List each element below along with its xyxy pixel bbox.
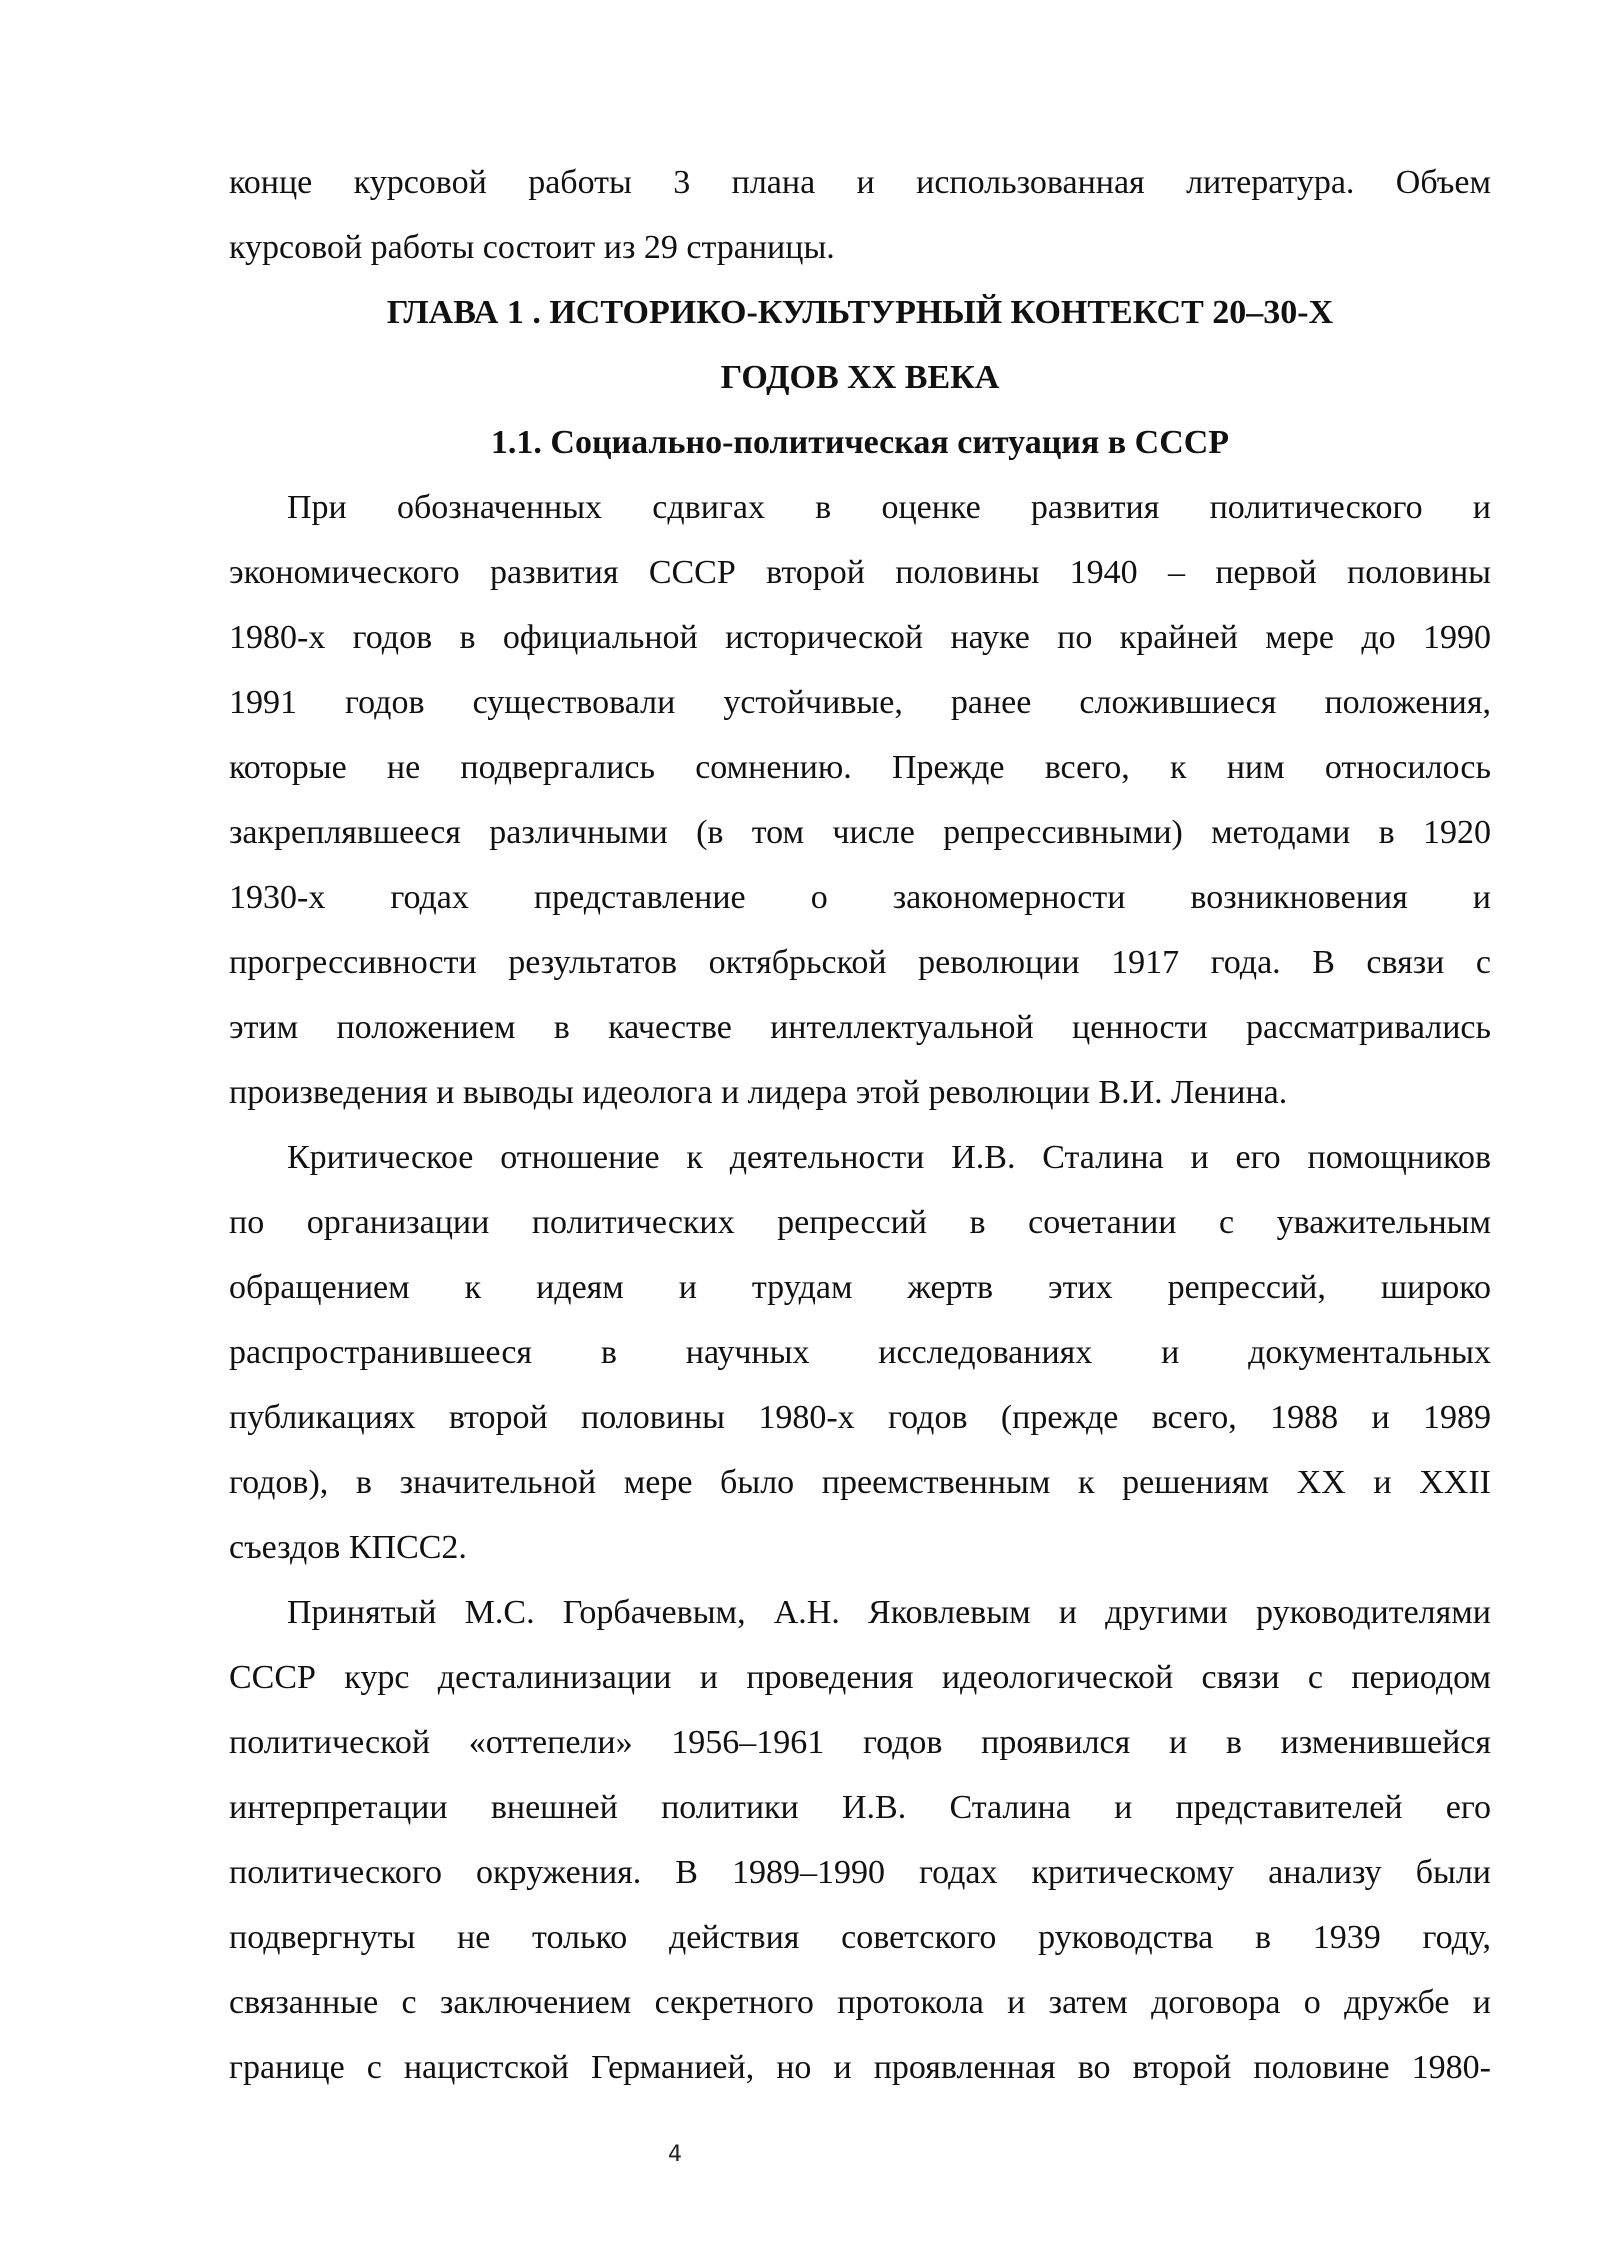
text-line: годов), в значительной мере было преемственным к решениям XX и XXII xyxy=(229,1464,1491,1501)
text-line: политического окружения. В 1989–1990 годах критическому анализу были xyxy=(229,1854,1491,1891)
text-line: конце курсовой работы 3 плана и использованная литература. Объем xyxy=(229,164,1491,201)
text-line: 1980-х годов в официальной исторической науке по крайней мере до 1990 xyxy=(229,619,1491,656)
section-title: 1.1. Социально-политическая ситуация в СССР xyxy=(490,424,1230,461)
text-line: этим положением в качестве интеллектуальной ценности рассматривались xyxy=(229,1009,1491,1046)
text-line: СССР курс десталинизации и проведения идеологической связи с периодом xyxy=(229,1659,1491,1696)
chapter-title-line-2: ГОДОВ XX ВЕКА xyxy=(720,359,1000,396)
text-line: по организации политических репрессий в сочетании с уважительным xyxy=(229,1204,1491,1241)
text-line: 1930-х годах представление о закономерности возникновения и xyxy=(229,879,1491,916)
text-line: подвергнуты не только действия советского руководства в 1939 году, xyxy=(229,1919,1491,1956)
section-heading xyxy=(229,410,1491,475)
text-line: съездов КПСС2. xyxy=(229,1529,467,1566)
text-line: прогрессивности результатов октябрьской революции 1917 года. В связи с xyxy=(229,944,1491,981)
text-line: связанные с заключением секретного протокола и затем договора о дружбе и xyxy=(229,1984,1491,2021)
paragraph-2 xyxy=(229,1125,1491,1580)
paragraph-1 xyxy=(229,475,1491,1125)
page-number: 4 xyxy=(668,2142,682,2167)
text-line: закреплявшееся различными (в том числе репрессивными) методами в 1920 xyxy=(229,814,1491,851)
intro-paragraph xyxy=(229,150,1491,280)
text-line: Критическое отношение к деятельности И.В. Сталина и его помощников xyxy=(287,1139,1491,1176)
chapter-heading xyxy=(229,280,1491,410)
text-line: границе с нацистской Германией, но и проявленная во второй половине 1980- xyxy=(229,2049,1491,2086)
text-line: которые не подвергались сомнению. Прежде всего, к ним относилось xyxy=(229,749,1491,786)
paragraph-3 xyxy=(229,1580,1491,2100)
text-line: При обозначенных сдвигах в оценке развития политического и xyxy=(287,489,1491,526)
text-line: 1991 годов существовали устойчивые, ранее сложившиеся положения, xyxy=(229,684,1491,721)
text-line: публикациях второй половины 1980-х годов (прежде всего, 1988 и 1989 xyxy=(229,1399,1491,1436)
text-line: обращением к идеям и трудам жертв этих репрессий, широко xyxy=(229,1269,1491,1306)
text-line: политической «оттепели» 1956–1961 годов проявился и в изменившейся xyxy=(229,1724,1491,1761)
text-line: распространившееся в научных исследованиях и документальных xyxy=(229,1334,1491,1371)
text-line: произведения и выводы идеолога и лидера этой революции В.И. Ленина. xyxy=(229,1074,1288,1111)
text-line: интерпретации внешней политики И.В. Сталина и представителей его xyxy=(229,1789,1491,1826)
text-line: экономического развития СССР второй половины 1940 – первой половины xyxy=(229,554,1491,591)
document-page xyxy=(229,150,1491,2100)
text-line: Принятый М.С. Горбачевым, А.Н. Яковлевым и другими руководителями xyxy=(287,1594,1491,1631)
chapter-title-line-1: ГЛАВА 1 . ИСТОРИКО-КУЛЬТУРНЫЙ КОНТЕКСТ 20–30-Х xyxy=(386,294,1334,331)
text-line: курсовой работы состоит из 29 страницы. xyxy=(229,229,835,266)
